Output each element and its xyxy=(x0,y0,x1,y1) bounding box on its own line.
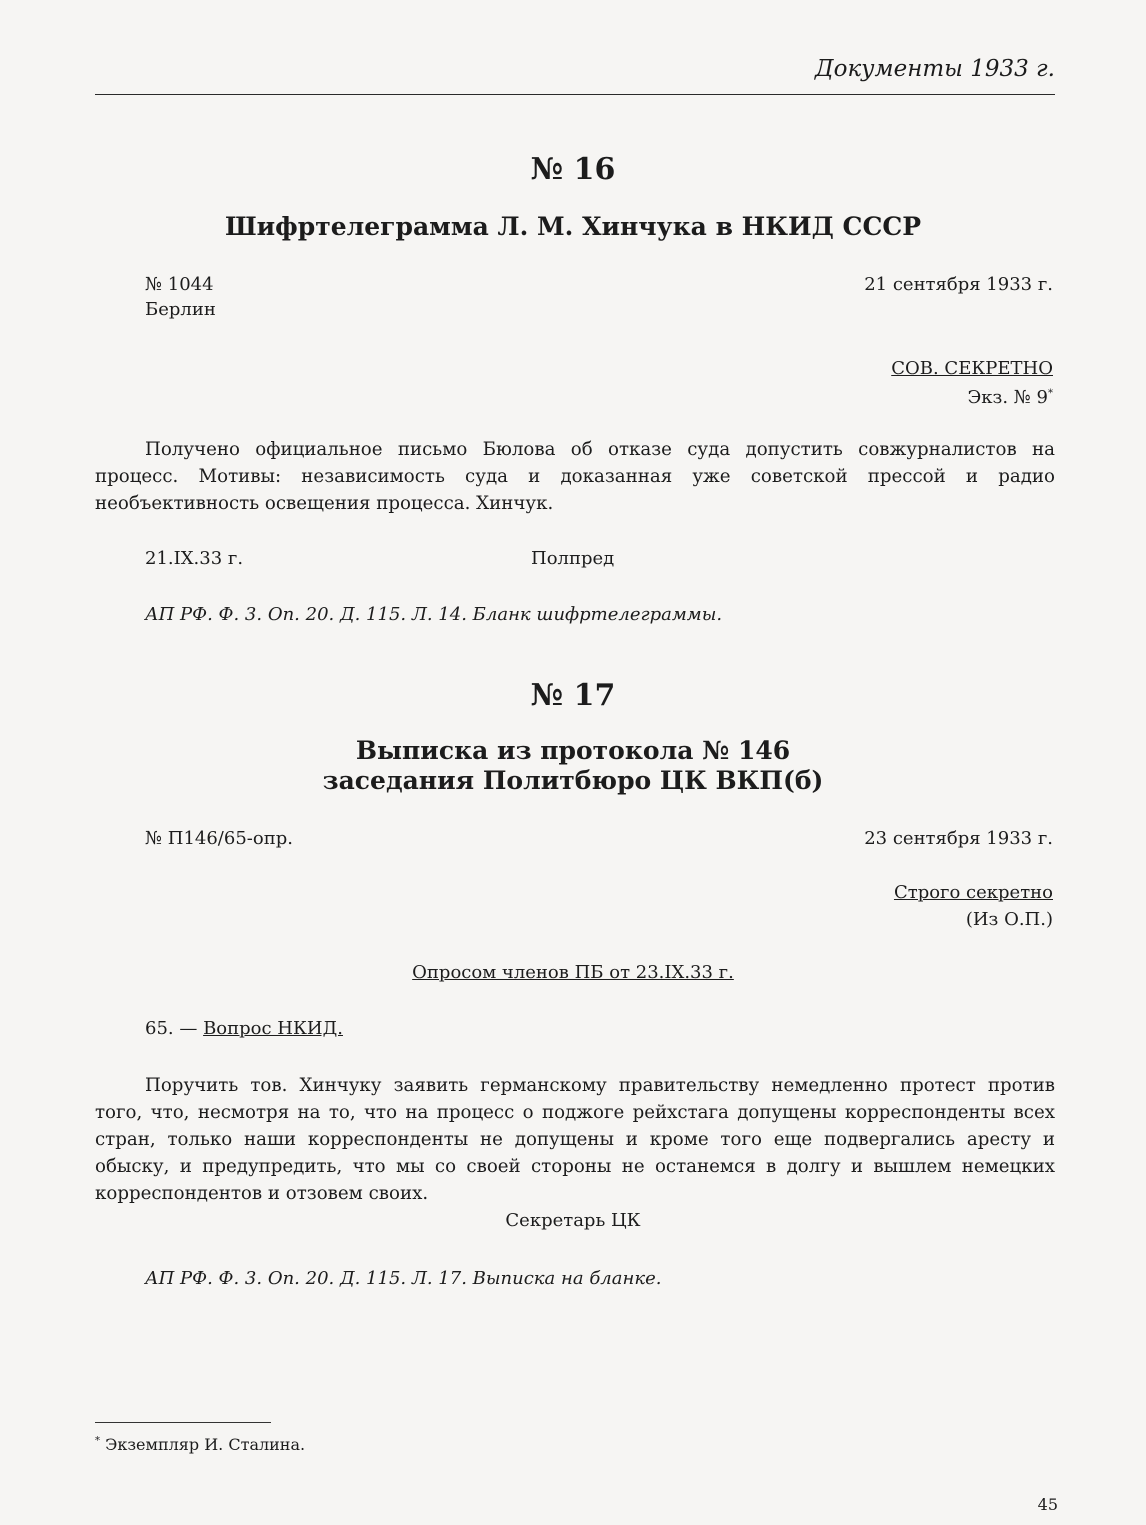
footnote-text: Экземпляр И. Сталина. xyxy=(100,1435,306,1454)
doc17-item xyxy=(145,1018,343,1039)
doc16-place: Берлин xyxy=(145,299,216,320)
doc16-source: АП РФ. Ф. 3. Оп. 20. Д. 115. Л. 14. Бланк шифртелеграммы. xyxy=(145,604,723,625)
doc16-copy: Экз. № 9 xyxy=(967,387,1048,408)
doc16-ref-block xyxy=(145,272,216,322)
running-head xyxy=(95,56,1055,95)
doc16-copy-mark: * xyxy=(1048,388,1053,399)
doc17-secrecy-block xyxy=(894,879,1053,933)
doc17-source: АП РФ. Ф. 3. Оп. 20. Д. 115. Л. 17. Выписка на бланке. xyxy=(145,1268,662,1289)
doc17-item-prefix: 65. — xyxy=(145,1018,204,1039)
doc16-classification: СОВ. СЕКРЕТНО xyxy=(891,358,1053,379)
doc16-sign-role: Полпред xyxy=(531,548,615,569)
doc16-ref-no: № 1044 xyxy=(145,274,214,295)
doc16-body: Получено официальное письмо Бюлова об отказе суда допустить совжурналистов на процесс. Мотивы: независимость суда и доказанная уже советской прессой и радио необъективность освещения процесса. Хинчук. xyxy=(95,439,1055,514)
doc17-title-line1: Выписка из протокола № 146 xyxy=(355,736,791,765)
doc16-number: № 16 xyxy=(530,152,616,187)
footnote-rule xyxy=(95,1422,271,1423)
doc17-item-title: Вопрос НКИД. xyxy=(203,1018,343,1039)
doc17-poll-line xyxy=(0,962,1146,983)
doc16-copy-line xyxy=(891,381,1053,410)
doc17-poll: Опросом членов ПБ от 23.IX.33 г. xyxy=(412,962,734,983)
doc17-note: (Из О.П.) xyxy=(965,909,1053,930)
doc17-title-line2: заседания Политбюро ЦК ВКП(б) xyxy=(322,766,824,795)
doc17-number: № 17 xyxy=(530,678,616,713)
running-head-text: Документы 1933 г. xyxy=(814,56,1055,82)
page-number: 45 xyxy=(1037,1495,1058,1514)
footnote-mark: * xyxy=(95,1435,100,1447)
doc17-ref-no: № П146/65-опр. xyxy=(145,828,293,849)
footnote xyxy=(95,1435,305,1454)
doc17-signature: Секретарь ЦК xyxy=(505,1210,641,1231)
doc16-date: 21 сентября 1933 г. xyxy=(864,274,1053,295)
doc17-body: Поручить тов. Хинчуку заявить германскому правительству немедленно протест против того, что, несмотря на то, что на процесс о поджоге рейхстага допущены корреспонденты всех стран, только наши корреспонденты не допущены и кроме того еще подвергались аресту и обыску, и предупредить, что мы со своей стороны не останемся в долгу и вышлем немецких корреспондентов и отзовем своих. xyxy=(95,1075,1055,1204)
doc16-title: Шифртелеграмма Л. М. Хинчука в НКИД СССР xyxy=(224,212,922,241)
doc16-sign-date: 21.IX.33 г. xyxy=(145,548,244,569)
doc17-classification: Строго секретно xyxy=(893,882,1053,903)
doc17-date: 23 сентября 1933 г. xyxy=(864,828,1053,849)
doc16-secrecy-block xyxy=(891,356,1053,410)
